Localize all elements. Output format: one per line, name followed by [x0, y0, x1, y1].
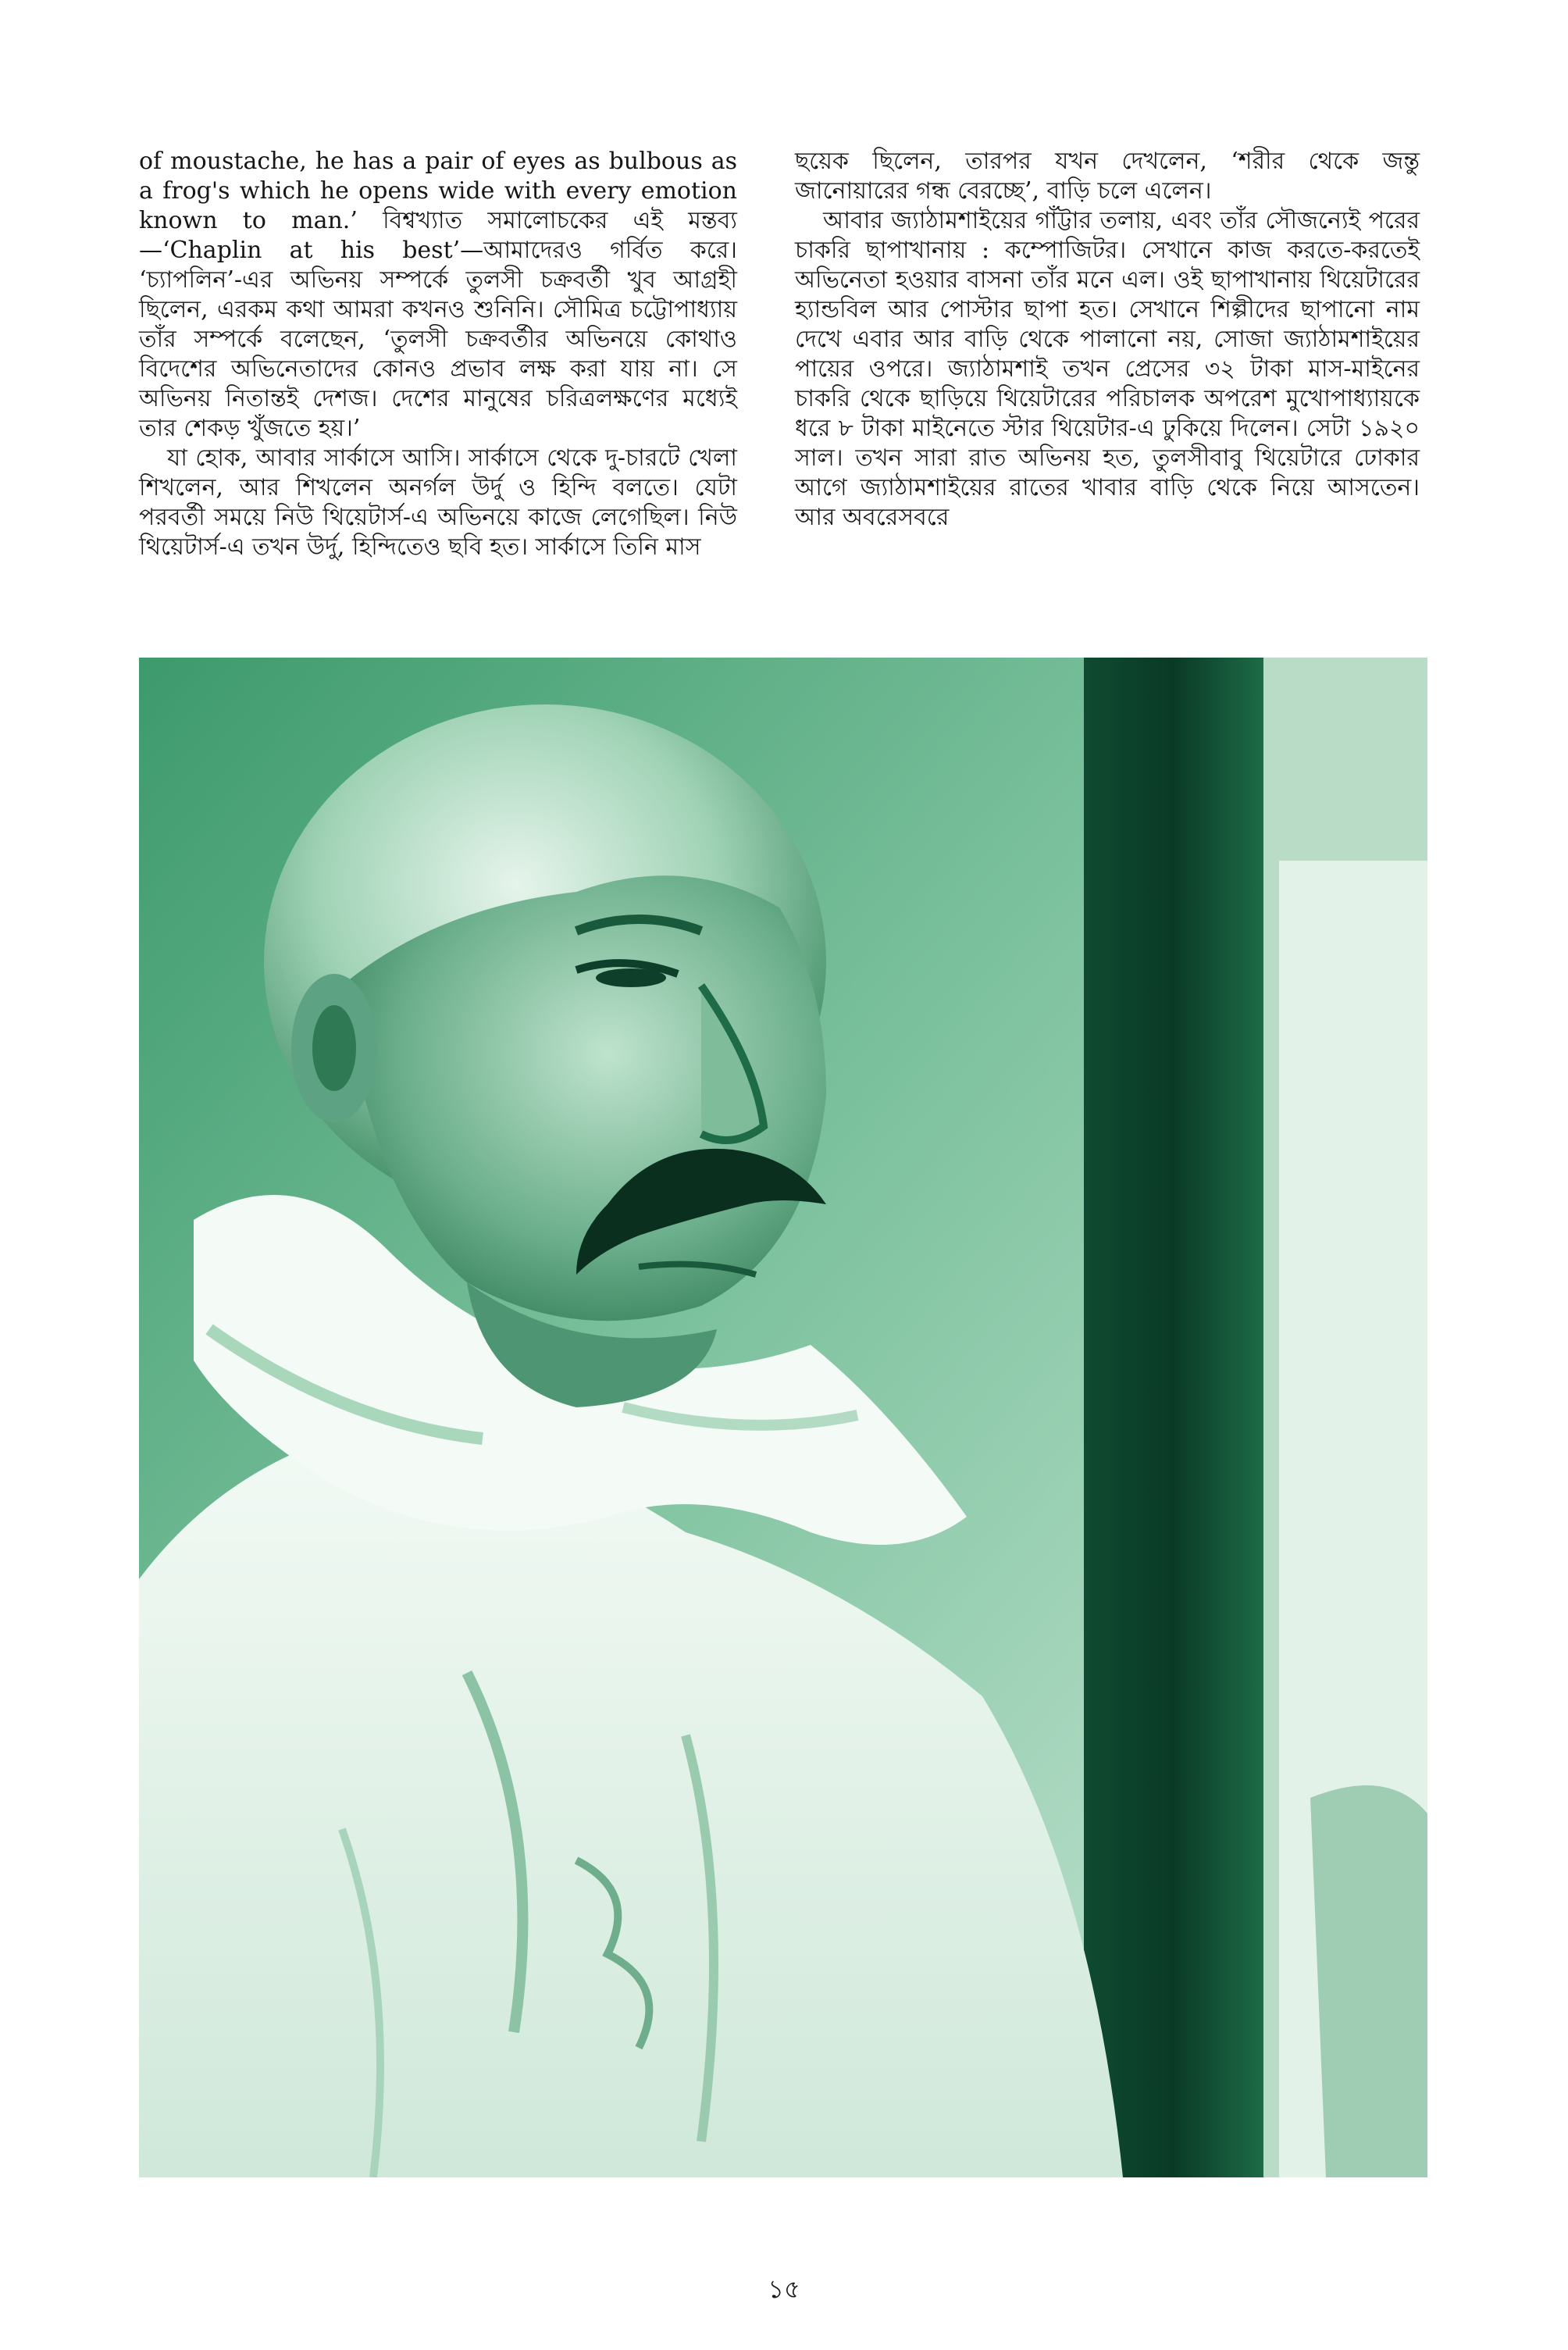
text-column-right — [795, 147, 1420, 533]
paragraph: আবার জ্যাঠামশাইয়ের গাঁট্টার তলায়, এবং তাঁর সৌজন্যেই পরের চাকরি ছাপাখানায় : কম্পোজিটর। সেখানে কাজ করতে-করতেই অভিনেতা হওয়ার বাসনা তাঁর মনে এল। ওই ছাপাখানায় থিয়েটারের হ্যান্ডবিল আর পোস্টার ছাপা হত। সেখানে শিল্পীদের ছাপানো নাম দেখে এবার আর বাড়ি থেকে পালানো নয়, সোজা জ্যাঠামশাইয়ের পায়ের ওপরে। জ্যাঠামশাই তখন প্রেসের ৩২ টাকা মাস-মাইনের চাকরি থেকে ছাড়িয়ে থিয়েটারের পরিচালক অপরেশ মুখোপাধ্যায়কে ধরে ৮ টাকা মাইনেতে স্টার থিয়েটার-এ ঢুকিয়ে দিলেন। সেটা ১৯২০ সাল। তখন সারা রাত অভিনয় হত, তুলসীবাবু থিয়েটারে ঢোকার আগে জ্যাঠামশাইয়ের রাতের খাবার বাড়ি থেকে নিয়ে আসতেন। আর অবরেসবরে — [795, 207, 1420, 531]
text-column-left — [139, 147, 737, 562]
portrait-illustration — [139, 658, 1427, 2177]
paragraph: যা হোক, আবার সার্কাসে আসি। সার্কাসে থেকে দু-চারটে খেলা শিখলেন, আর শিখলেন অনর্গল উর্দু ও হিন্দি বলতে। যেটা পরবর্তী সময়ে নিউ থিয়েটার্স-এ অভিনয়ে কাজে লেগেছিল। নিউ থিয়েটার্স-এ তখন উর্দু, হিন্দিতেও ছবি হত। সার্কাসে তিনি মাস — [139, 444, 737, 561]
paragraph: ছয়েক ছিলেন, তারপর যখন দেখলেন, ‘শরীর থেকে জন্তু জানোয়ারের গন্ধ বেরচ্ছে’, বাড়ি চলে এলেন। — [795, 148, 1420, 205]
portrait-photograph — [139, 658, 1427, 2177]
paragraph: of moustache, he has a pair of eyes as bulbous as a frog's which he opens wide with every emotion known to man.’ বিশ্বখ্যাত সমালোচকের এই মন্তব্য—‘Chaplin at his best’—আমাদেরও গর্বিত করে। ‘চ্যাপলিন’-এর অভিনয় সম্পর্কে তুলসী চক্রবর্তী খুব আগ্রহী ছিলেন, এরকম কথা আমরা কখনও শুনিনি। সৌমিত্র চট্টোপাধ্যায় তাঁর সম্পর্কে বলেছেন, ‘তুলসী চক্রবর্তীর অভিনয়ে কোথাও বিদেশের অভিনেতাদের কোনও প্রভাব লক্ষ করা যায় না। সে অভিনয় নিতান্তই দেশজ। দেশের মানুষের চরিত্রলক্ষণের মধ্যেই তার শেকড় খুঁজতে হয়।’ — [139, 148, 737, 442]
page-number: ১৫ — [768, 2274, 800, 2304]
